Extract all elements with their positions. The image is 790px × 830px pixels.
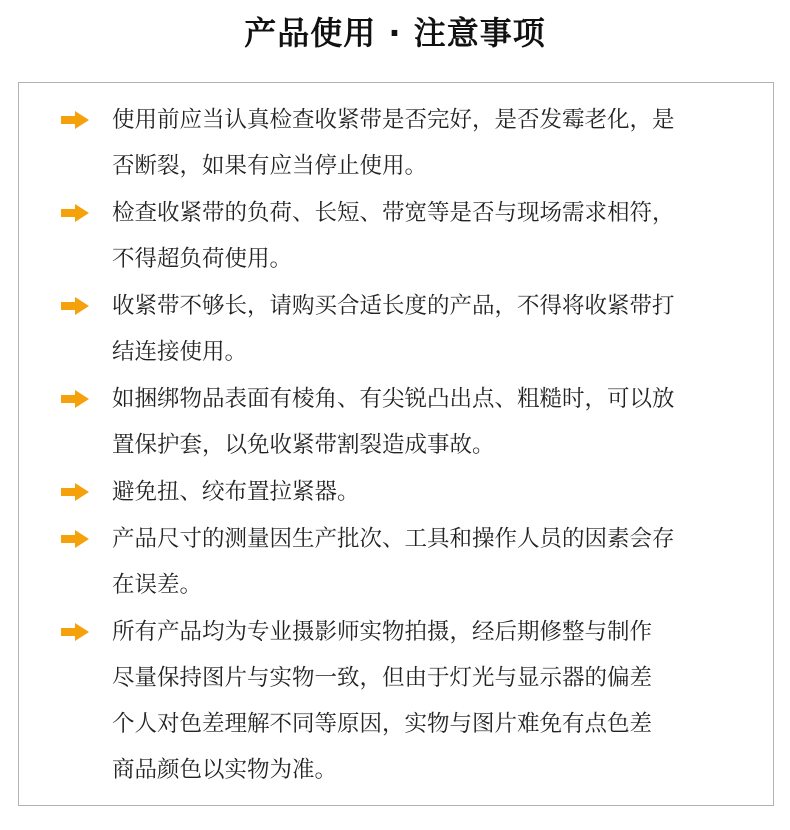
notice-item-text [112, 283, 748, 375]
notice-item-text [112, 516, 748, 608]
notice-item-text [112, 97, 748, 189]
notice-item-line: 避免扭、绞布置拉紧器。 [112, 479, 360, 505]
arrow-right-icon [60, 516, 94, 562]
notice-list [60, 97, 750, 794]
arrow-right-icon [60, 469, 94, 515]
notice-item [60, 97, 750, 189]
arrow-right-icon [60, 376, 94, 422]
notice-item-line: 如捆绑物品表面有棱角、有尖锐凸出点、粗糙时，可以放 [112, 386, 675, 412]
notice-item-line: 否断裂，如果有应当停止使用。 [112, 153, 428, 179]
notice-item [60, 283, 750, 375]
notice-item-line: 检查收紧带的负荷、长短、带宽等是否与现场需求相符， [112, 200, 675, 226]
arrow-right-icon [60, 609, 94, 655]
notice-item-line: 使用前应当认真检查收紧带是否完好，是否发霉老化，是 [112, 107, 675, 133]
notice-item [60, 516, 750, 608]
notice-item-line: 所有产品均为专业摄影师实物拍摄，经后期修整与制作 [112, 619, 653, 645]
notice-item-line: 结连接使用。 [112, 339, 248, 365]
notice-item [60, 469, 750, 515]
notice-item [60, 376, 750, 468]
notice-item [60, 609, 750, 793]
notice-item-line: 尽量保持图片与实物一致，但由于灯光与显示器的偏差 [112, 665, 653, 691]
notice-item [60, 190, 750, 282]
notice-item-line: 个人对色差理解不同等原因，实物与图片难免有点色差 [112, 711, 653, 737]
notice-item-text [112, 190, 748, 282]
notice-item-line: 置保护套，以免收紧带割裂造成事故。 [112, 432, 495, 458]
arrow-right-icon [60, 283, 94, 329]
arrow-right-icon [60, 97, 94, 143]
notice-item-line: 在误差。 [112, 572, 203, 598]
page-title: 产品使用 · 注意事项 [244, 14, 546, 52]
notice-item-text [112, 469, 748, 515]
notice-item-text [112, 609, 748, 793]
notice-item-line: 不得超负荷使用。 [112, 246, 293, 272]
notice-item-line: 产品尺寸的测量因生产批次、工具和操作人员的因素会存 [112, 526, 675, 552]
notice-item-text [112, 376, 748, 468]
arrow-right-icon [60, 190, 94, 236]
notice-item-line: 商品颜色以实物为准。 [112, 757, 338, 783]
notice-item-line: 收紧带不够长，请购买合适长度的产品，不得将收紧带打 [112, 293, 675, 319]
